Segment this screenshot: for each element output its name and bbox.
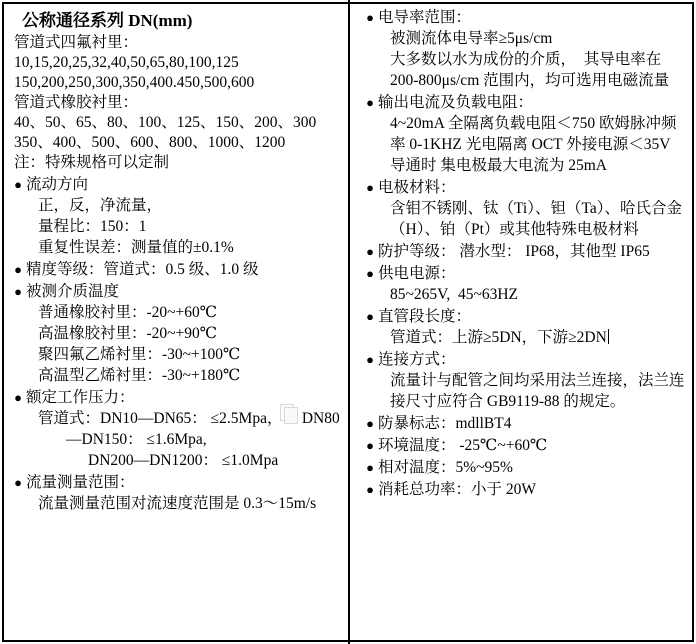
list-item-label: 被测介质温度: [26, 283, 120, 300]
list-item-sub: 4~20mA 全隔离负载电阻＜750 欧姆脉冲频: [390, 115, 677, 132]
list-item-sub: 管道式：DN10—DN65： ≤2.5Mpa， DN80: [38, 410, 340, 427]
list-item: [362, 479, 692, 500]
list-item-sub: DN200—DN1200： ≤1.0Mpa: [88, 452, 279, 469]
list-item-body: [378, 413, 692, 434]
list-item-sub: 大多数以水为成份的介质， 其导电率在: [390, 51, 662, 68]
page-title: 公称通径系列 DN(mm): [22, 11, 193, 30]
list-item-body: [26, 387, 344, 471]
bullet-icon: ●: [14, 284, 22, 299]
list-item-label: 防暴标志：mdllBT4: [378, 415, 512, 432]
list-item: [362, 435, 692, 456]
list-item-body: [26, 472, 344, 514]
list-item-sub: （H）、铂（Pt）或其他特殊电极材料: [390, 221, 639, 238]
left-plain-line: 40、50、65、80、100、125、150、200、300: [14, 114, 317, 131]
bullet-icon: ●: [366, 95, 374, 110]
list-item-label: 电导率范围：: [378, 9, 472, 26]
list-item-sub: 量程比：150：1: [38, 218, 147, 235]
list-item-label: 消耗总功率：小于 20W: [378, 481, 537, 498]
page-watermark-icon: [280, 404, 296, 422]
list-item-body: [378, 7, 692, 91]
list-item-sub: 85~265V, 45~63HZ: [390, 286, 519, 303]
bullet-icon: ●: [366, 10, 374, 25]
list-item-label: 环境温度： -25℃~+60℃: [378, 437, 548, 454]
list-item-body: [378, 263, 692, 305]
list-item: [362, 7, 692, 91]
list-item-label: 连接方式：: [378, 351, 456, 368]
list-item-sub: 高温橡胶衬里：-20~+90℃: [38, 325, 218, 342]
list-item-label: 精度等级：管道式：0.5 级、1.0 级: [26, 261, 259, 278]
left-plain-line: 350、400、500、600、800、1000、1200: [14, 134, 286, 151]
bullet-icon: ●: [14, 262, 22, 277]
list-item: [10, 281, 344, 386]
list-item-sub: 流量测量范围对流速度范围是 0.3～15m/s: [38, 495, 317, 512]
list-item-label: 供电电源：: [378, 265, 456, 282]
list-item: [362, 177, 692, 240]
list-item-sub: 接尺寸应符合 GB9119-88 的规定。: [390, 393, 626, 410]
left-plain-line: 10,15,20,25,32,40,50,65,80,100,125: [14, 54, 239, 71]
list-item-body: [26, 259, 344, 280]
list-item-body: [378, 306, 692, 348]
left-plain-line: 管道式橡胶衬里：: [14, 94, 139, 111]
list-item-sub: 200-800μs/cm 范围内，均可选用电磁流量: [390, 72, 670, 89]
bullet-icon: ●: [366, 438, 374, 453]
list-item: [362, 92, 692, 176]
text-caret: [608, 329, 609, 344]
list-item: [362, 457, 692, 478]
bullet-icon: ●: [14, 390, 22, 405]
list-item: [362, 306, 692, 348]
list-item: [10, 259, 344, 280]
list-item: [10, 387, 344, 471]
list-item-sub: 流量计与配管之间均采用法兰连接，法兰连: [390, 372, 685, 389]
list-item-sub: 含钼不锈刚、钛（Ti）、钽（Ta）、哈氏合金: [390, 200, 682, 217]
list-item: [362, 241, 692, 262]
list-item: [10, 174, 344, 258]
list-item-sub: —DN150： ≤1.6Mpa,: [66, 431, 207, 448]
bullet-icon: ●: [366, 244, 374, 259]
list-item-sub: 被测流体电导率≥5μs/cm: [390, 30, 553, 47]
list-item-sub: 普通橡胶衬里：-20~+60℃: [38, 304, 218, 321]
left-plain-line: 注：特殊规格可以定制: [14, 154, 170, 171]
list-item-sub-text: 管道式：上游≥5DN，下游≥2DN: [390, 329, 607, 346]
list-item-body: [378, 479, 692, 500]
list-item: [362, 413, 692, 434]
bullet-icon: ●: [366, 309, 374, 324]
right-column: [348, 0, 696, 644]
list-item-body: [378, 241, 692, 262]
list-item-sub: 率 0-1KHZ 光电隔离 OCT 外接电源＜35V: [390, 136, 671, 153]
list-item-sub: 重复性误差：测量值的±0.1%: [38, 239, 234, 256]
list-item-body: [378, 92, 692, 176]
list-item: [362, 349, 692, 412]
list-item-label: 直管段长度：: [378, 308, 472, 325]
bullet-icon: ●: [366, 352, 374, 367]
list-item-label: 输出电流及负载电阻：: [378, 94, 534, 111]
list-item-label: 流动方向: [26, 176, 89, 193]
list-item-body: [378, 457, 692, 478]
list-item-label: 额定工作压力：: [26, 389, 135, 406]
left-plain-line: 管道式四氟衬里：: [14, 34, 139, 51]
list-item: [362, 263, 692, 305]
bullet-icon: ●: [14, 475, 22, 490]
bullet-icon: ●: [366, 180, 374, 195]
bullet-icon: ●: [366, 266, 374, 281]
list-item-label: 电极材料：: [378, 179, 456, 196]
list-item-sub: 正，反，净流量，: [38, 197, 163, 214]
bullet-icon: ●: [366, 460, 374, 475]
bullet-icon: ●: [366, 482, 374, 497]
list-item-sub: 导通时 集电极最大电流为 25mA: [390, 157, 608, 174]
bullet-icon: ●: [366, 416, 374, 431]
list-item-sub: 聚四氟乙烯衬里：-30~+100℃: [38, 346, 241, 363]
list-item-sub: [378, 327, 692, 348]
list-item-body: [378, 349, 692, 412]
list-item: [10, 472, 344, 514]
list-item-body: [26, 281, 344, 386]
list-item-sub: 高温型乙烯衬里：-30~+180℃: [38, 367, 241, 384]
list-item-body: [378, 435, 692, 456]
list-item-label: 流量测量范围：: [26, 474, 135, 491]
page-shape-front: [284, 407, 298, 424]
list-item-label: 防护等级： 潜水型： IP68，其他型 IP65: [378, 243, 650, 260]
list-item-body: [26, 174, 344, 258]
bullet-icon: ●: [14, 177, 22, 192]
left-plain-line: 150,200,250,300,350,400.450,500,600: [14, 74, 255, 91]
list-item-body: [378, 177, 692, 240]
list-item-label: 相对温度：5%~95%: [378, 459, 513, 476]
